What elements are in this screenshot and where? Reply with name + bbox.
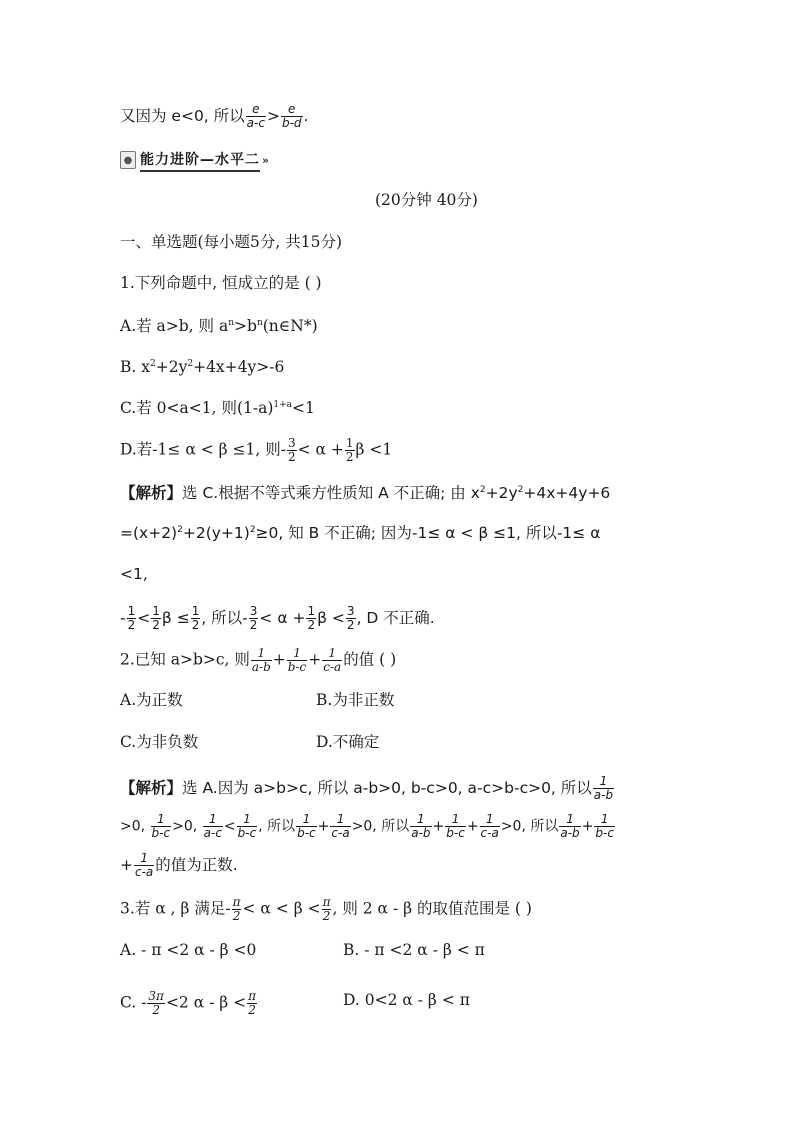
denominator: b-d [281,116,302,130]
text: + [308,650,322,669]
denominator: a-b [560,826,580,840]
numerator: 3 [346,604,355,618]
text: C.若 0<a<1, 则(1-a) [120,399,274,417]
text: β ≤ [161,609,190,627]
text: ≥0, 知 B 不正确; 因为-1≤ α < β ≤1, 所以-1≤ α [255,524,601,542]
numerator: π [322,895,331,909]
denominator: a-c [203,826,222,840]
q1-solution-line4 [120,605,435,632]
denominator: a-b [593,788,614,802]
q3-option-a: A. - π <2 α - β <0 [120,941,257,959]
q3-stem [120,896,532,923]
numerator: 1 [296,813,317,827]
denominator: b-c [287,660,307,674]
fraction [281,103,303,130]
q1-stem: 1.下列命题中, 恒成立的是 ( ) [120,274,322,292]
fraction [232,896,242,923]
denominator: 2 [287,450,296,464]
sup: n [228,317,235,328]
sup: 2 [187,358,194,369]
text: < α + [259,609,306,627]
sup: 1+a [273,399,293,410]
fraction [251,647,272,674]
sup: 2 [479,484,486,495]
numerator: 1 [151,813,172,827]
text: + [272,650,286,669]
text: >b [234,317,257,335]
q3-option-c [120,990,258,1017]
q2-option-c: C.为非负数 [120,733,199,751]
text: , 所以- [201,609,248,627]
text: +4x+4y>-6 [193,358,285,376]
text: 3.若 α , β 满足- [120,899,231,918]
text: + [432,818,445,835]
lightbulb-icon: ● [120,151,136,169]
text: β <1 [355,440,393,459]
q2-solution-line1 [120,775,615,802]
q3-option-b: B. - π <2 α - β < π [343,941,485,959]
numerator: 1 [127,604,136,618]
text: 选 C.根据不等式乘方性质知 A 不正确; 由 x [182,484,480,502]
denominator: c-a [135,865,154,879]
fraction [151,605,161,632]
text: > [266,107,280,125]
fraction [480,813,500,840]
text: , 则 2 α - β 的取值范围是 ( ) [332,899,532,918]
denominator: 2 [152,1003,160,1017]
denominator: 2 [127,618,136,632]
numerator: 1 [480,813,500,827]
q1-solution-line2 [120,523,600,543]
fraction [445,813,466,840]
q1-option-d [120,437,392,464]
denominator: 2 [322,909,331,923]
q1-solution-line1 [120,483,610,503]
badge-label: 能力进阶—水平二 [140,149,260,172]
numerator: 1 [594,813,615,827]
fraction [249,605,259,632]
fraction [151,813,172,840]
text: , D 不正确. [356,609,435,627]
fraction [287,647,307,674]
fraction [247,990,257,1017]
text: >0, 所以 [500,818,559,835]
numerator: 1 [287,647,307,661]
text: +4x+4y+6 [523,484,611,502]
sup: n [256,317,263,328]
sup: 2 [249,524,256,535]
numerator: π [248,989,257,1003]
section-title: 一、单选题(每小题5分, 共15分) [120,233,343,251]
denominator: 2 [152,618,160,632]
denominator: c-a [323,660,342,674]
sup: 2 [150,358,156,369]
q1-solution-line3: <1, [120,565,148,583]
numerator: 1 [251,647,272,661]
fraction [330,813,350,840]
text: + [466,818,479,835]
solution-tag: 【解析】 [120,484,183,502]
numerator: 1 [152,604,160,618]
fraction [127,605,137,632]
text: + [581,818,594,835]
denominator: c-a [331,826,350,840]
denominator: a-c [246,116,265,130]
prev-conclusion-line [120,103,308,130]
fraction [134,852,154,879]
q1-option-a [120,316,318,336]
q1-option-b [120,357,284,377]
text: B. x [120,358,150,376]
numerator: 1 [445,813,466,827]
numerator: 1 [410,813,431,827]
numerator: 3 [287,436,296,450]
denominator: 2 [232,909,241,923]
text: 的值 ( ) [343,650,397,669]
denominator: 2 [307,618,316,632]
q2-option-a: A.为正数 [120,691,183,709]
text: . [303,107,309,125]
fraction [306,605,316,632]
text: <2 α - β < [165,993,247,1012]
fraction [322,896,332,923]
text: 的值为正数. [155,856,238,874]
fraction [345,437,355,464]
text: +2y [155,358,188,376]
text: + [120,856,133,874]
sup: 2 [517,484,524,495]
fraction [203,813,223,840]
numerator: 1 [593,775,614,789]
text: < α < β < [242,899,321,918]
double-chevron-icon: » [262,153,269,167]
q3-option-d: D. 0<2 α - β < π [343,991,470,1009]
numerator: e [281,103,303,117]
numerator: 1 [330,813,350,827]
numerator: 1 [191,604,200,618]
time-info: (20分钟 40分) [375,191,478,209]
denominator: c-a [480,826,499,840]
text: < α + [297,440,344,459]
text: >0, [172,818,202,835]
q1-option-c [120,398,315,418]
text: 2.已知 a>b>c, 则 [120,650,250,669]
text: - [120,609,126,627]
fraction [296,813,317,840]
numerator: 1 [134,852,154,866]
text: , 所以 [258,818,296,835]
q2-solution-line3 [120,852,238,879]
numerator: 1 [559,813,580,827]
denominator: 2 [345,450,354,464]
text: β < [317,609,345,627]
text: A.若 a>b, 则 a [120,317,229,335]
denominator: 2 [346,618,355,632]
text: <1 [292,399,315,417]
denominator: 2 [249,618,258,632]
fraction [559,813,580,840]
numerator: 1 [345,436,354,450]
text: < [223,818,236,835]
sup: 2 [177,524,183,535]
text: +2(y+1) [182,524,250,542]
text: >0, 所以 [351,818,410,835]
text: D.若-1≤ α < β ≤1, 则- [120,440,286,459]
denominator: a-b [411,826,431,840]
fraction [322,647,342,674]
numerator: 3π [148,989,164,1003]
fraction [594,813,615,840]
text: < [137,609,151,627]
fraction [246,103,266,130]
q2-stem [120,647,396,674]
denominator: 2 [248,1003,256,1017]
text: C. - [120,993,147,1012]
text: 选 A.因为 a>b>c, 所以 a-b>0, b-c>0, a-c>b-c>0, 所以 [182,779,592,797]
fraction [191,605,201,632]
fraction [593,775,614,802]
q2-option-d: D.不确定 [316,733,380,751]
text: + [317,818,330,835]
denominator: b-c [595,826,614,840]
text: >0, [120,818,150,835]
numerator: 1 [322,647,342,661]
q2-option-b: B.为非正数 [316,691,395,709]
section-badge [120,150,269,170]
text: 又因为 e<0, 所以 [120,107,245,125]
fraction [410,813,431,840]
fraction [287,437,297,464]
numerator: 3 [249,604,258,618]
text: (n∈N*) [262,317,318,335]
denominator: a-b [251,660,271,674]
numerator: π [232,895,241,909]
denominator: 2 [191,618,200,632]
denominator: b-c [237,826,257,840]
text: +2y [485,484,518,502]
numerator: e [246,103,266,117]
text: =(x+2) [120,524,178,542]
fraction [147,990,165,1017]
denominator: b-c [297,826,316,840]
numerator: 1 [203,813,223,827]
solution-tag: 【解析】 [120,779,183,797]
fraction [346,605,356,632]
q2-solution-line2 [120,813,616,840]
denominator: b-c [446,826,465,840]
fraction [237,813,258,840]
numerator: 1 [307,604,316,618]
numerator: 1 [237,813,258,827]
denominator: b-c [151,826,171,840]
